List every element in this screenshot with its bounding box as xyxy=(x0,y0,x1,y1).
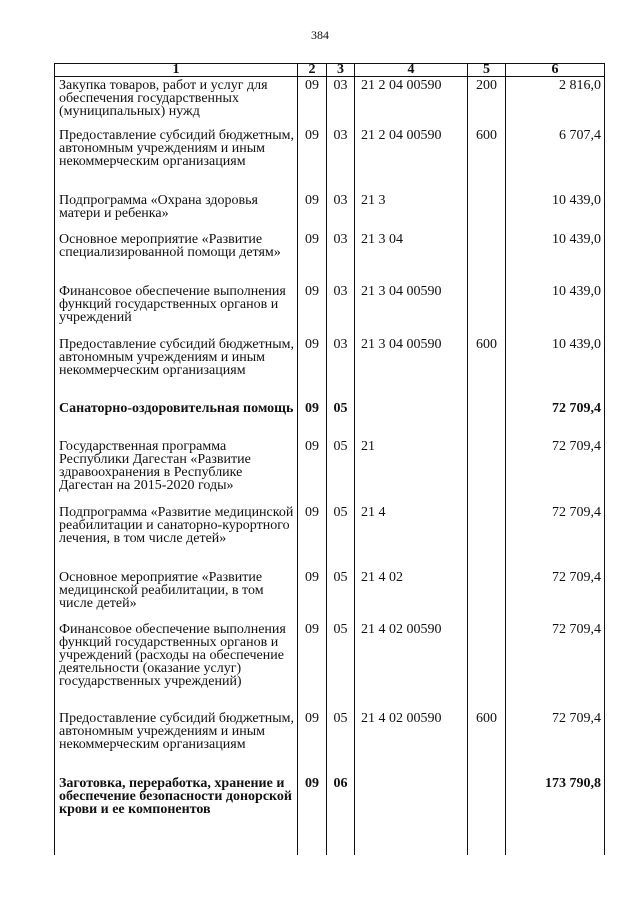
row-amount: 10 439,0 xyxy=(506,192,605,231)
row-section: 09 xyxy=(298,400,327,438)
row-subsection: 05 xyxy=(327,400,355,438)
row-name: Финансовое обеспечение выполнения функций государственных органов и учреждений (расходы на обеспечение деятельности (оказание услуг) государственных учреждений) xyxy=(55,621,298,710)
row-expense-type: 200 xyxy=(468,77,506,127)
row-subsection: 03 xyxy=(327,127,355,192)
row-name: Предоставление субсидий бюджетным, автономным учреждениям и иным некоммерческим организациям xyxy=(55,127,298,192)
table-row xyxy=(55,283,605,336)
table-row xyxy=(55,710,605,775)
table-row xyxy=(55,77,605,127)
row-section: 09 xyxy=(298,77,327,127)
row-name: Основное мероприятие «Развитие специализированной помощи детям» xyxy=(55,231,298,283)
header-row xyxy=(55,64,605,77)
table-row xyxy=(55,438,605,504)
row-expense-type xyxy=(468,400,506,438)
row-target-code: 21 3 xyxy=(355,192,468,231)
row-name: Финансовое обеспечение выполнения функций государственных органов и учреждений xyxy=(55,283,298,336)
row-expense-type: 600 xyxy=(468,127,506,192)
row-expense-type xyxy=(468,438,506,504)
table-row xyxy=(55,569,605,621)
row-subsection: 03 xyxy=(327,336,355,400)
row-name: Основное мероприятие «Развитие медицинской реабилитации, в том числе детей» xyxy=(55,569,298,621)
row-subsection: 05 xyxy=(327,504,355,569)
table-row xyxy=(55,192,605,231)
table-row xyxy=(55,504,605,569)
row-section: 09 xyxy=(298,504,327,569)
row-target-code: 21 3 04 00590 xyxy=(355,336,468,400)
row-target-code: 21 4 02 xyxy=(355,569,468,621)
row-subsection: 03 xyxy=(327,192,355,231)
row-target-code xyxy=(355,775,468,855)
table-row xyxy=(55,621,605,710)
row-target-code xyxy=(355,400,468,438)
row-subsection: 05 xyxy=(327,438,355,504)
row-section: 09 xyxy=(298,231,327,283)
row-subsection: 03 xyxy=(327,283,355,336)
page-number: 384 xyxy=(311,28,329,42)
table-row xyxy=(55,231,605,283)
header-col-2: 2 xyxy=(298,64,327,77)
row-expense-type xyxy=(468,504,506,569)
row-section: 09 xyxy=(298,621,327,710)
row-subsection: 05 xyxy=(327,569,355,621)
row-subsection: 05 xyxy=(327,621,355,710)
row-subsection: 03 xyxy=(327,77,355,127)
row-section: 09 xyxy=(298,569,327,621)
row-target-code: 21 4 xyxy=(355,504,468,569)
row-expense-type: 600 xyxy=(468,710,506,775)
row-expense-type xyxy=(468,192,506,231)
row-target-code: 21 2 04 00590 xyxy=(355,77,468,127)
header-col-6: 6 xyxy=(506,64,605,77)
row-section: 09 xyxy=(298,775,327,855)
row-amount: 2 816,0 xyxy=(506,77,605,127)
row-amount: 72 709,4 xyxy=(506,400,605,438)
row-target-code: 21 4 02 00590 xyxy=(355,710,468,775)
row-name: Закупка товаров, работ и услуг для обеспечения государственных (муниципальных) нужд xyxy=(55,77,298,127)
row-section: 09 xyxy=(298,710,327,775)
budget-table xyxy=(54,63,605,855)
row-target-code: 21 4 02 00590 xyxy=(355,621,468,710)
row-amount: 10 439,0 xyxy=(506,231,605,283)
row-name: Подпрограмма «Развитие медицинской реабилитации и санаторно-курортного лечения, в том числе детей» xyxy=(55,504,298,569)
row-expense-type xyxy=(468,775,506,855)
header-col-4: 4 xyxy=(355,64,468,77)
header-col-1: 1 xyxy=(55,64,298,77)
row-section: 09 xyxy=(298,438,327,504)
row-section: 09 xyxy=(298,336,327,400)
table-row xyxy=(55,775,605,855)
row-name: Предоставление субсидий бюджетным, автономным учреждениям и иным некоммерческим организациям xyxy=(55,336,298,400)
row-name: Санаторно-оздоровительная помощь xyxy=(55,400,298,438)
row-expense-type xyxy=(468,569,506,621)
row-amount: 72 709,4 xyxy=(506,621,605,710)
row-name: Предоставление субсидий бюджетным, автономным учреждениям и иным некоммерческим организациям xyxy=(55,710,298,775)
row-target-code: 21 3 04 xyxy=(355,231,468,283)
row-expense-type: 600 xyxy=(468,336,506,400)
row-section: 09 xyxy=(298,127,327,192)
row-target-code: 21 3 04 00590 xyxy=(355,283,468,336)
row-amount: 72 709,4 xyxy=(506,438,605,504)
row-subsection: 03 xyxy=(327,231,355,283)
row-subsection: 06 xyxy=(327,775,355,855)
row-amount: 72 709,4 xyxy=(506,569,605,621)
row-amount: 6 707,4 xyxy=(506,127,605,192)
table-row xyxy=(55,336,605,400)
row-subsection: 05 xyxy=(327,710,355,775)
row-target-code: 21 xyxy=(355,438,468,504)
row-amount: 72 709,4 xyxy=(506,504,605,569)
row-expense-type xyxy=(468,283,506,336)
row-section: 09 xyxy=(298,192,327,231)
row-amount: 72 709,4 xyxy=(506,710,605,775)
row-target-code: 21 2 04 00590 xyxy=(355,127,468,192)
row-name: Подпрограмма «Охрана здоровья матери и ребенка» xyxy=(55,192,298,231)
table-row xyxy=(55,127,605,192)
row-expense-type xyxy=(468,231,506,283)
row-amount: 10 439,0 xyxy=(506,283,605,336)
header-col-3: 3 xyxy=(327,64,355,77)
row-name: Государственная программа Республики Дагестан «Развитие здравоохранения в Республике Дагестан на 2015-2020 годы» xyxy=(55,438,298,504)
row-amount: 10 439,0 xyxy=(506,336,605,400)
row-name: Заготовка, переработка, хранение и обеспечение безопасности донорской крови и ее компонентов xyxy=(55,775,298,855)
row-amount: 173 790,8 xyxy=(506,775,605,855)
row-section: 09 xyxy=(298,283,327,336)
table-row xyxy=(55,400,605,438)
row-expense-type xyxy=(468,621,506,710)
header-col-5: 5 xyxy=(468,64,506,77)
